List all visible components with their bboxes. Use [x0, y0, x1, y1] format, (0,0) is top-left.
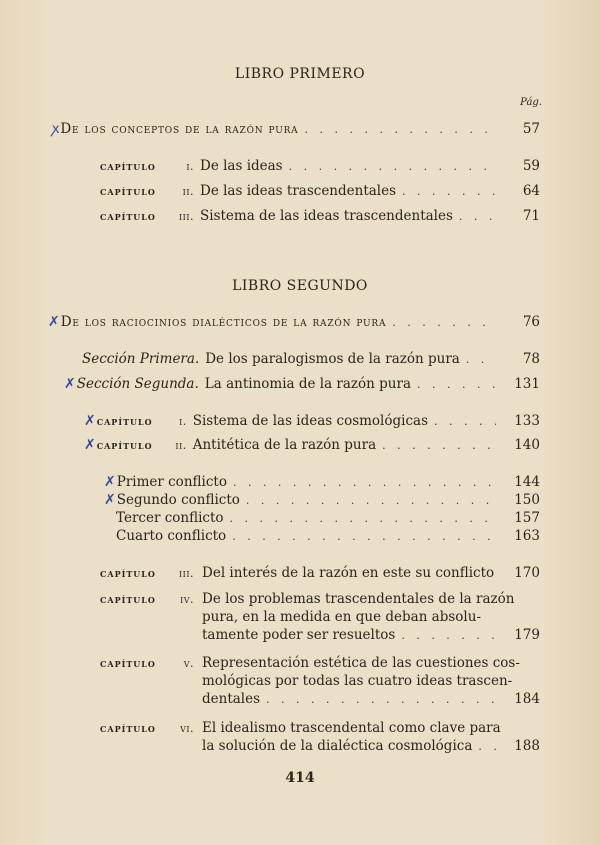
capitulo-label: capítulo: [100, 722, 156, 735]
pen-check-icon: ✗: [64, 376, 76, 392]
leader-dots: [417, 376, 496, 393]
toc-entry-capitulo: [100, 565, 540, 582]
capitulo-label: capítulo: [100, 567, 156, 580]
conflicto-title: Cuarto conflicto: [116, 528, 227, 544]
capitulo-label: capítulo: [100, 160, 156, 173]
toc-entry-text: De los raciocinios dialécticos de la razón pura: [60, 314, 387, 330]
toc-entry-conflicto: [104, 492, 540, 509]
toc-entry-seccion: [64, 376, 540, 393]
capitulo-label: capítulo: [100, 657, 156, 670]
capitulo-page: 188: [514, 738, 540, 754]
leader-dots: [402, 183, 496, 200]
toc-entry-capitulo-cont: [202, 627, 540, 644]
toc-entry-text: De los conceptos de la razón pura: [60, 121, 299, 137]
seccion-label: Sección Primera.: [82, 351, 200, 367]
capitulo-page: 170: [514, 565, 540, 581]
pen-check-icon: ꭗ: [52, 121, 60, 137]
capitulo-number: ii.: [182, 185, 194, 198]
seccion-title: La antinomia de la razón pura: [204, 376, 411, 392]
leader-dots: [478, 738, 496, 755]
toc-entry-conflicto: [116, 510, 540, 527]
pag-label: Pág.: [520, 97, 542, 108]
leader-dots: [382, 437, 496, 454]
conflicto-page: 144: [514, 474, 540, 490]
toc-entry-capitulo-cont: [202, 609, 540, 626]
capitulo-title-line: El idealismo trascendental como clave para: [202, 720, 501, 736]
capitulo-number: i.: [179, 415, 187, 428]
leader-dots: [230, 510, 496, 527]
capitulo-label: capítulo: [100, 593, 156, 606]
capitulo-title: Del interés de la razón en este su conflicto: [202, 565, 495, 581]
pen-check-icon: ✗: [84, 437, 96, 453]
capitulo-label: capítulo: [96, 415, 153, 428]
capitulo-label: capítulo: [100, 185, 156, 198]
capitulo-title: Sistema de las ideas cosmológicas: [192, 413, 428, 429]
toc-entry-seccion: [82, 351, 540, 368]
toc-entry-conflicto: [116, 528, 540, 545]
capitulo-title-line: Representación estética de las cuestiones cos-: [202, 655, 520, 671]
page-number: 414: [285, 770, 315, 786]
capitulo-title: De las ideas trascendentales: [200, 183, 397, 199]
capitulo-label: capítulo: [100, 210, 156, 223]
pen-check-icon: ✗: [104, 474, 116, 490]
toc-entry-conflicto: [104, 474, 540, 491]
seccion-label: Sección Segunda.: [76, 376, 199, 392]
capitulo-title: Sistema de las ideas trascendentales: [200, 208, 453, 224]
leader-dots: [266, 691, 496, 708]
capitulo-title-line: dentales: [202, 691, 261, 707]
pen-check-icon: ✗: [48, 314, 60, 330]
libro-primero-heading: LIBRO PRIMERO: [234, 66, 366, 82]
toc-entry-capitulo: [84, 437, 540, 454]
toc-entry-capitulo-cont: [202, 673, 540, 690]
conflicto-page: 150: [514, 492, 540, 508]
leader-dots: [233, 474, 496, 491]
capitulo-page: 140: [514, 437, 540, 453]
capitulo-title-line: tamente poder ser resueltos: [202, 627, 396, 643]
leader-dots: [401, 627, 496, 644]
seccion-title: De los paralogismos de la razón pura: [205, 351, 460, 367]
capitulo-title-line: la solución de la dialéctica cosmológica: [202, 738, 473, 754]
capitulo-title-line: pura, en la medida en que deban absolu-: [202, 609, 482, 625]
capitulo-title: Antitética de la razón pura: [192, 437, 377, 453]
toc-entry-capitulo: [84, 413, 540, 430]
capitulo-page: 59: [522, 158, 540, 174]
toc-entry-capitulo-cont: [202, 691, 540, 708]
toc-entry-capitulo: [100, 655, 540, 672]
capitulo-page: 64: [522, 183, 540, 199]
capitulo-number: iv.: [180, 593, 194, 606]
conflicto-title: Tercer conflicto: [116, 510, 224, 526]
conflicto-page: 163: [514, 528, 540, 544]
conflicto-title: Segundo conflicto: [116, 492, 240, 508]
capitulo-page: 133: [514, 413, 540, 429]
toc-entry-capitulo-cont: [202, 738, 540, 755]
capitulo-number: v.: [183, 657, 194, 670]
leader-dots: [392, 314, 496, 331]
toc-entry-capitulo: [100, 158, 540, 175]
capitulo-title-line: mológicas por todas las cuatro ideas trascen-: [202, 673, 513, 689]
toc-entry-capitulo: [100, 591, 540, 608]
leader-dots: [304, 121, 496, 138]
conflicto-title: Primer conflicto: [116, 474, 227, 490]
capitulo-title-line: De los problemas trascendentales de la razón: [202, 591, 515, 607]
capitulo-page: 179: [514, 627, 540, 643]
toc-entry-conceptos: [52, 121, 540, 138]
pen-check-icon: ✗: [84, 413, 96, 429]
toc-entry-capitulo: [100, 208, 540, 225]
capitulo-number: vi.: [180, 722, 194, 735]
leader-dots: [466, 351, 496, 368]
leader-dots: [232, 528, 496, 545]
seccion-page: 78: [522, 351, 540, 367]
seccion-page: 131: [514, 376, 540, 392]
conflicto-page: 157: [514, 510, 540, 526]
capitulo-label: capítulo: [96, 439, 153, 452]
leader-dots: [434, 413, 496, 430]
toc-entry-page: 76: [522, 314, 540, 330]
capitulo-number: iii.: [179, 567, 194, 580]
capitulo-title: De las ideas: [200, 158, 283, 174]
libro-segundo-heading: LIBRO SEGUNDO: [232, 278, 368, 294]
toc-entry-page: 57: [522, 121, 540, 137]
leader-dots: [459, 208, 496, 225]
capitulo-number: iii.: [179, 210, 194, 223]
leader-dots: [289, 158, 496, 175]
capitulo-number: i.: [186, 160, 194, 173]
capitulo-page: 71: [522, 208, 540, 224]
toc-entry-capitulo: [100, 720, 540, 737]
leader-dots: [246, 492, 496, 509]
capitulo-page: 184: [514, 691, 540, 707]
toc-entry-capitulo: [100, 183, 540, 200]
toc-entry-raciocinios: [48, 314, 540, 331]
capitulo-number: ii.: [175, 439, 187, 452]
pen-check-icon: ✗: [104, 492, 116, 508]
